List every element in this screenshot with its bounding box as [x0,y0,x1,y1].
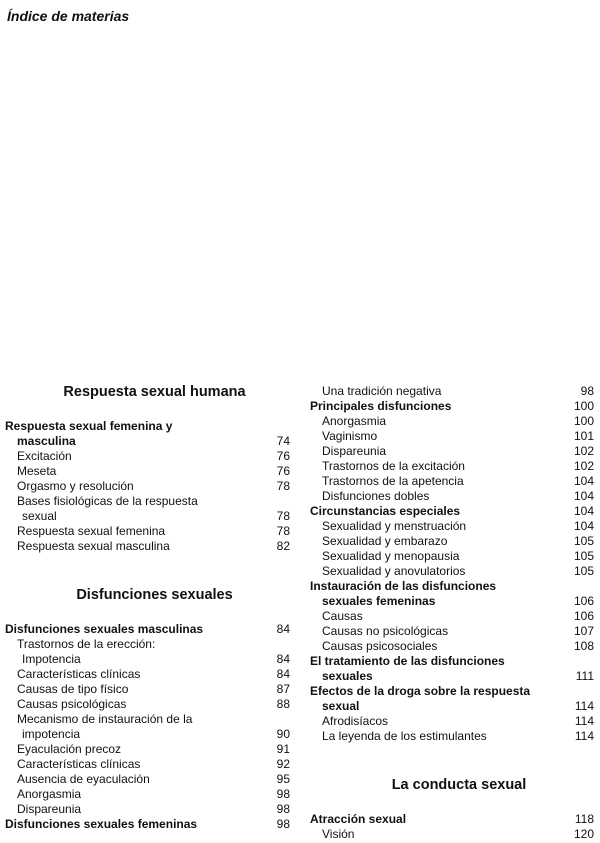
toc-entry-page: 120 [573,827,594,841]
toc-entry-page: 104 [573,474,594,488]
toc-entry-page: 76 [276,464,290,478]
toc-entry-label: Causas de tipo físico [17,682,129,696]
toc-entry [5,637,290,652]
toc-entry-label: Causas psicológicas [17,697,127,711]
toc-entry [310,729,594,744]
toc-entry-page: 84 [276,667,290,681]
toc-entry [310,474,594,489]
toc-entry-page: 105 [573,549,594,563]
toc-entry-page [250,712,290,727]
toc-entry-page: 78 [276,479,290,493]
toc-entry-label: Respuesta sexual femenina [17,524,166,538]
section-title: La conducta sexual [391,777,527,793]
toc-entry-label: Mecanismo de instauración de la [17,712,193,726]
toc-entry-label: impotencia [22,727,81,741]
toc-entry-page: 114 [574,699,594,713]
toc-entry [310,699,594,714]
toc-entry [310,534,594,549]
toc-entry [5,524,290,539]
toc-entry [5,697,290,712]
toc-entry-page: 87 [276,682,290,696]
toc-entry [5,479,290,494]
toc-entry-page: 95 [276,772,290,786]
toc-entry [5,772,290,787]
toc-entry-page [554,684,594,699]
toc-entry-label: Características clínicas [17,757,141,771]
toc-entry [5,464,290,479]
toc-entry-page: 104 [573,504,594,518]
toc-entry-label: sexual [22,509,57,523]
toc-entry-page: 98 [580,384,594,398]
toc-entry-label: Circunstancias especiales [310,504,461,518]
toc-entry [310,504,594,519]
toc-entry-page: 101 [573,429,594,443]
toc-entry-label: masculina [17,434,76,448]
toc-entry-page: 78 [276,509,290,523]
toc-entry [310,579,594,594]
toc-entry [310,414,594,429]
toc-entry-page: 104 [573,489,594,503]
toc-entry [5,712,290,727]
toc-entry-page: 74 [276,434,290,448]
toc-entry-label: Anorgasmia [322,414,387,428]
toc-entry-page: 98 [276,787,290,801]
toc-entry-page: 92 [276,757,290,771]
toc-entry [310,429,594,444]
toc-entry-label: Vaginismo [322,429,378,443]
toc-entry-page: 84 [276,652,290,666]
toc-entry [5,817,290,832]
toc-entry-label: Disfunciones dobles [322,489,430,503]
toc-entry-label: Causas psicosociales [322,639,438,653]
toc-entry-page: 100 [573,399,594,413]
section-title: Respuesta sexual humana [63,384,246,400]
toc-entry [310,609,594,624]
toc-entry [310,684,594,699]
toc-entry-page: 111 [575,669,594,683]
toc-entry [310,639,594,654]
toc-entry-label: Trastornos de la erección: [17,637,156,651]
toc-entry [310,459,594,474]
toc-entry [5,742,290,757]
toc-entry-label: La leyenda de los estimulantes [322,729,487,743]
toc-entry-page: 118 [574,812,594,826]
toc-entry-label: Trastornos de la apetencia [322,474,464,488]
toc-entry-label: Causas [322,609,363,623]
toc-entry [5,449,290,464]
toc-entry-label: Respuesta sexual femenina y [5,419,173,433]
toc-entry-label: Trastornos de la excitación [322,459,465,473]
toc-entry [310,384,594,399]
toc-entry-page: 105 [573,534,594,548]
toc-entry-label: Visión [322,827,355,841]
toc-entry-page: 98 [276,817,290,831]
toc-entry [5,667,290,682]
toc-entry [310,489,594,504]
toc-entry-label: Principales disfunciones [310,399,452,413]
toc-entry [5,434,290,449]
toc-entry-label: Sexualidad y embarazo [322,534,448,548]
toc-entry-label: Dispareunia [322,444,387,458]
toc-entry-label: Afrodisíacos [322,714,389,728]
toc-entry-label: Sexualidad y anovulatorios [322,564,466,578]
toc-entry-label: El tratamiento de las disfunciones [310,654,505,668]
toc-entry-label: Bases fisiológicas de la respuesta [17,494,198,508]
toc-column-right [310,384,594,842]
toc-entry-label: Instauración de las disfunciones [310,579,497,593]
toc-entry-label: Efectos de la droga sobre la respuesta [310,684,531,698]
toc-entry [5,727,290,742]
toc-entry [310,399,594,414]
toc-entry-page: 78 [276,524,290,538]
toc-column-left [5,384,290,832]
section-spacer [310,744,594,777]
toc-entry-label: Ausencia de eyaculación [17,772,150,786]
toc-entry [310,812,594,827]
toc-entry [310,827,594,842]
toc-entry-label: Excitación [17,449,72,463]
toc-entry-label: Impotencia [22,652,81,666]
toc-entry [310,444,594,459]
toc-entry [310,624,594,639]
toc-entry-label: Anorgasmia [17,787,82,801]
toc-entry [310,669,594,684]
toc-entry-page: 108 [573,639,594,653]
toc-entry-page: 107 [573,624,594,638]
toc-entry-page: 106 [573,609,594,623]
toc-entry-page: 105 [573,564,594,578]
toc-entry [5,509,290,524]
toc-entry-page: 104 [573,519,594,533]
toc-entry-label: sexual [322,699,360,713]
toc-entry-page: 84 [276,622,290,636]
toc-entry-page: 82 [276,539,290,553]
toc-entry-label: Disfunciones sexuales femeninas [5,817,198,831]
toc-entry [5,622,290,637]
toc-entry [5,419,290,434]
toc-entry-page: 88 [276,697,290,711]
toc-entry-page: 102 [573,459,594,473]
toc-entry-page: 91 [276,742,290,756]
toc-entry-page: 106 [573,594,594,608]
toc-entry-page: 98 [276,802,290,816]
toc-entry-page [250,637,290,652]
toc-entry [310,549,594,564]
toc-entry [5,757,290,772]
toc-entry-page: 100 [573,414,594,428]
toc-entry-page: 90 [276,727,290,741]
toc-entry-label: Respuesta sexual masculina [17,539,170,553]
toc-entry-page [250,494,290,509]
toc-entry [5,494,290,509]
toc-entry-label: Dispareunia [17,802,82,816]
toc-entry-label: Eyaculación precoz [17,742,122,756]
toc-entry-label: Orgasmo y resolución [17,479,134,493]
toc-entry-label: Meseta [17,464,57,478]
toc-entry [310,654,594,669]
toc-entry-label: Características clínicas [17,667,141,681]
toc-entry-label: Atracción sexual [310,812,407,826]
toc-entry-page [250,419,290,434]
toc-entry-label: Causas no psicológicas [322,624,449,638]
toc-entry [5,802,290,817]
toc-entry-label: Sexualidad y menopausia [322,549,460,563]
toc-entry [310,564,594,579]
toc-entry-label: Una tradición negativa [322,384,442,398]
toc-entry [310,519,594,534]
toc-entry-label: sexuales [322,669,373,683]
toc-entry-label: Disfunciones sexuales masculinas [5,622,204,636]
page-title: Índice de materias [7,8,130,24]
toc-entry-label: sexuales femeninas [322,594,436,608]
toc-entry [310,714,594,729]
toc-entry-page: 114 [574,729,594,743]
section-spacer [5,554,290,587]
toc-entry [5,652,290,667]
toc-entry-page [554,579,594,594]
toc-entry [5,539,290,554]
toc-entry-page: 114 [574,714,594,728]
toc-entry [5,787,290,802]
toc-entry-label: Sexualidad y menstruación [322,519,467,533]
toc-entry-page [554,654,594,669]
toc-entry-page: 76 [276,449,290,463]
toc-entry [5,682,290,697]
section-title: Disfunciones sexuales [76,587,233,603]
toc-entry-page: 102 [573,444,594,458]
toc-entry [310,594,594,609]
